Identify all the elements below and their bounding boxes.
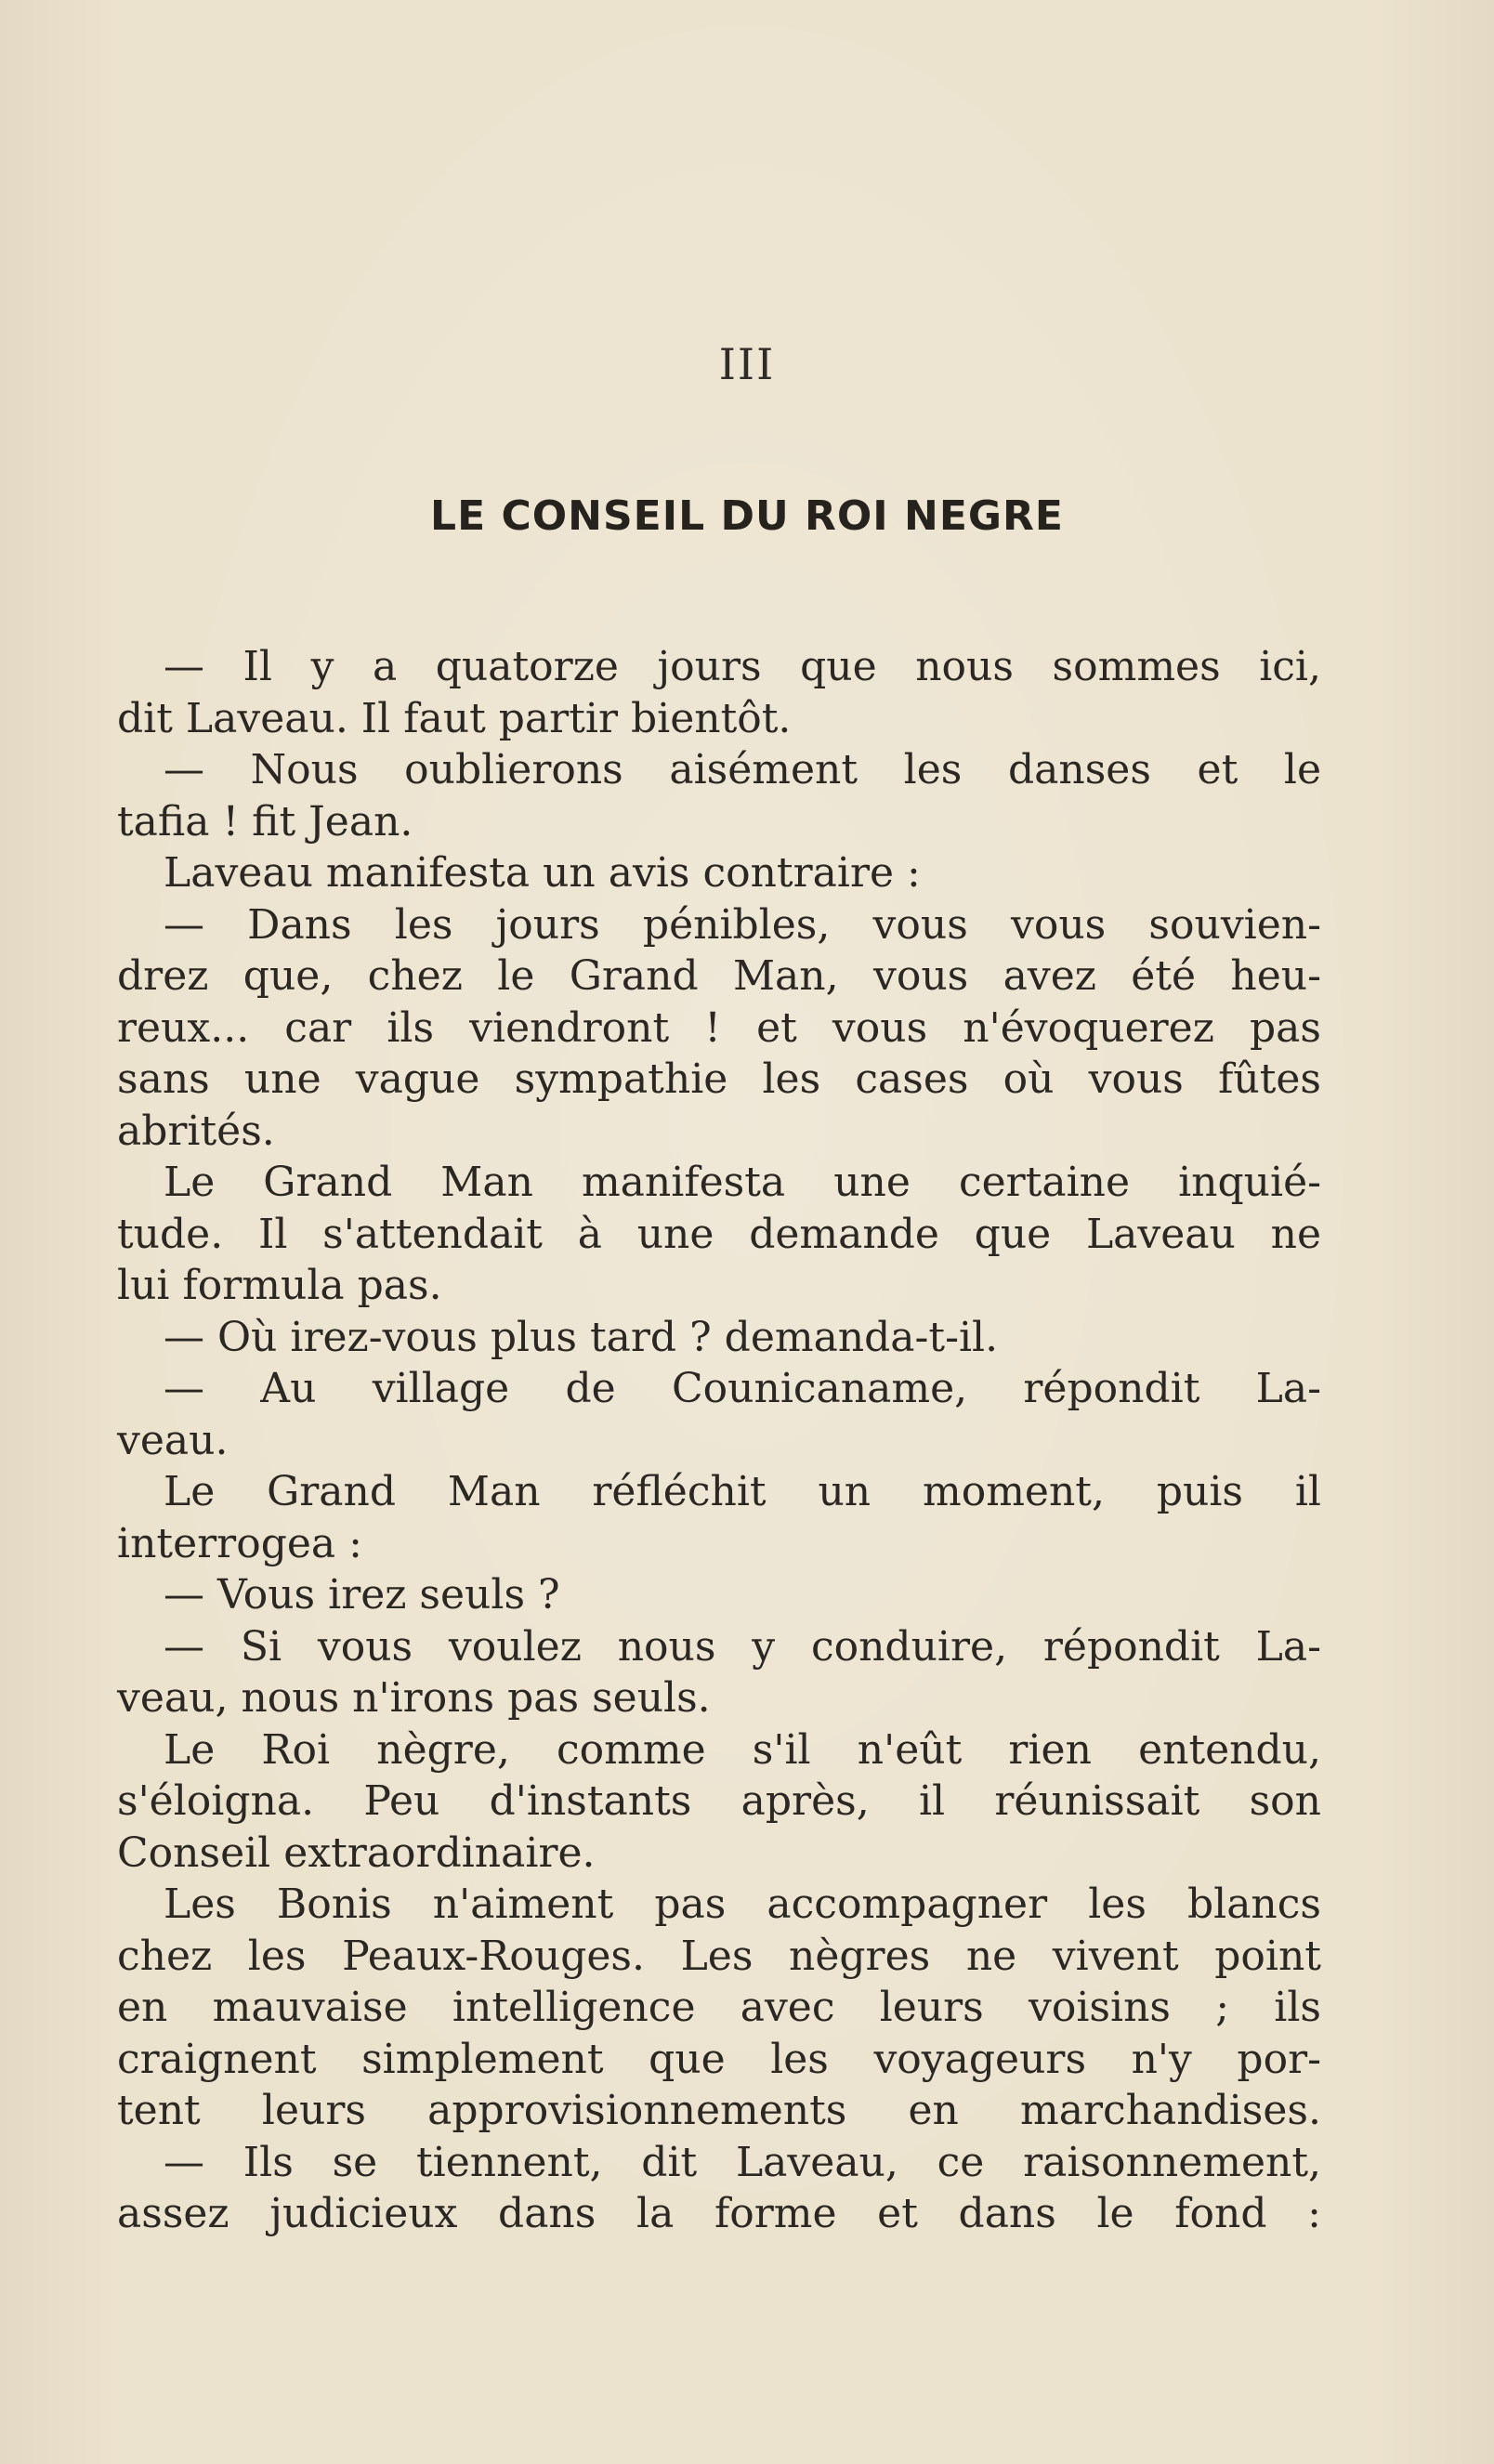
text-line: en mauvaise intelligence avec leurs voisins ; ils [117, 1984, 1321, 2031]
text-line: Le Grand Man manifesta une certaine inquié- [164, 1159, 1321, 1206]
text-line: — Si vous voulez nous y conduire, répondit La- [164, 1622, 1321, 1671]
text-line: tude. Il s'attendait à une demande que Laveau ne [117, 1210, 1321, 1258]
text-line: sans une vague sympathie les cases où vous fûtes [117, 1055, 1321, 1103]
text-line: chez les Peaux-Rouges. Les nègres ne vivent point [117, 1932, 1321, 1980]
text-line: Laveau manifesta un avis contraire : [164, 849, 921, 897]
text-line: reux... car ils viendront ! et vous n'évoquerez pas [117, 1003, 1321, 1052]
text-line: — Nous oublierons aisément les danses et le [164, 746, 1321, 793]
body-text [117, 641, 1321, 2240]
chapter-title: LE CONSEIL DU ROI NEGRE [430, 492, 1064, 540]
text-line: Le Roi nègre, comme s'il n'eût rien entendu, [164, 1725, 1321, 1774]
text-line: tafia ! fit Jean. [117, 797, 413, 845]
text-line: veau, nous n'irons pas seuls. [117, 1674, 711, 1722]
text-line: Conseil extraordinaire. [117, 1828, 596, 1877]
chapter-number: III [718, 339, 776, 389]
text-line: dit Laveau. Il faut partir bientôt. [117, 694, 792, 742]
text-line: abrités. [117, 1107, 275, 1155]
text-line: lui formula pas. [117, 1262, 442, 1309]
text-line: — Dans les jours pénibles, vous vous souvien- [164, 900, 1321, 949]
text-line: interrogea : [117, 1519, 362, 1567]
text-line: Les Bonis n'aiment pas accompagner les blancs [164, 1881, 1321, 1928]
text-line: Le Grand Man réfléchit un moment, puis il [164, 1468, 1321, 1515]
text-line: — Il y a quatorze jours que nous sommes ici, [164, 643, 1321, 690]
text-line: tent leurs approvisionnements en marchandises. [117, 2087, 1321, 2134]
text-line: s'éloigna. Peu d'instants après, il réunissait son [117, 1777, 1321, 1825]
text-line: — Vous irez seuls ? [164, 1571, 560, 1619]
text-line: — Où irez-vous plus tard ? demanda-t-il. [164, 1313, 999, 1361]
text-line: assez judicieux dans la forme et dans le fond : [117, 2190, 1321, 2237]
text-line: craignent simplement que les voyageurs n'y por- [117, 2035, 1321, 2083]
text-line: drez que, chez le Grand Man, vous avez été heu- [117, 952, 1321, 1000]
text-line: — Au village de Counicaname, répondit La- [164, 1365, 1321, 1412]
text-line: — Ils se tiennent, dit Laveau, ce raisonnement, [164, 2138, 1321, 2186]
text-line: veau. [117, 1416, 229, 1464]
